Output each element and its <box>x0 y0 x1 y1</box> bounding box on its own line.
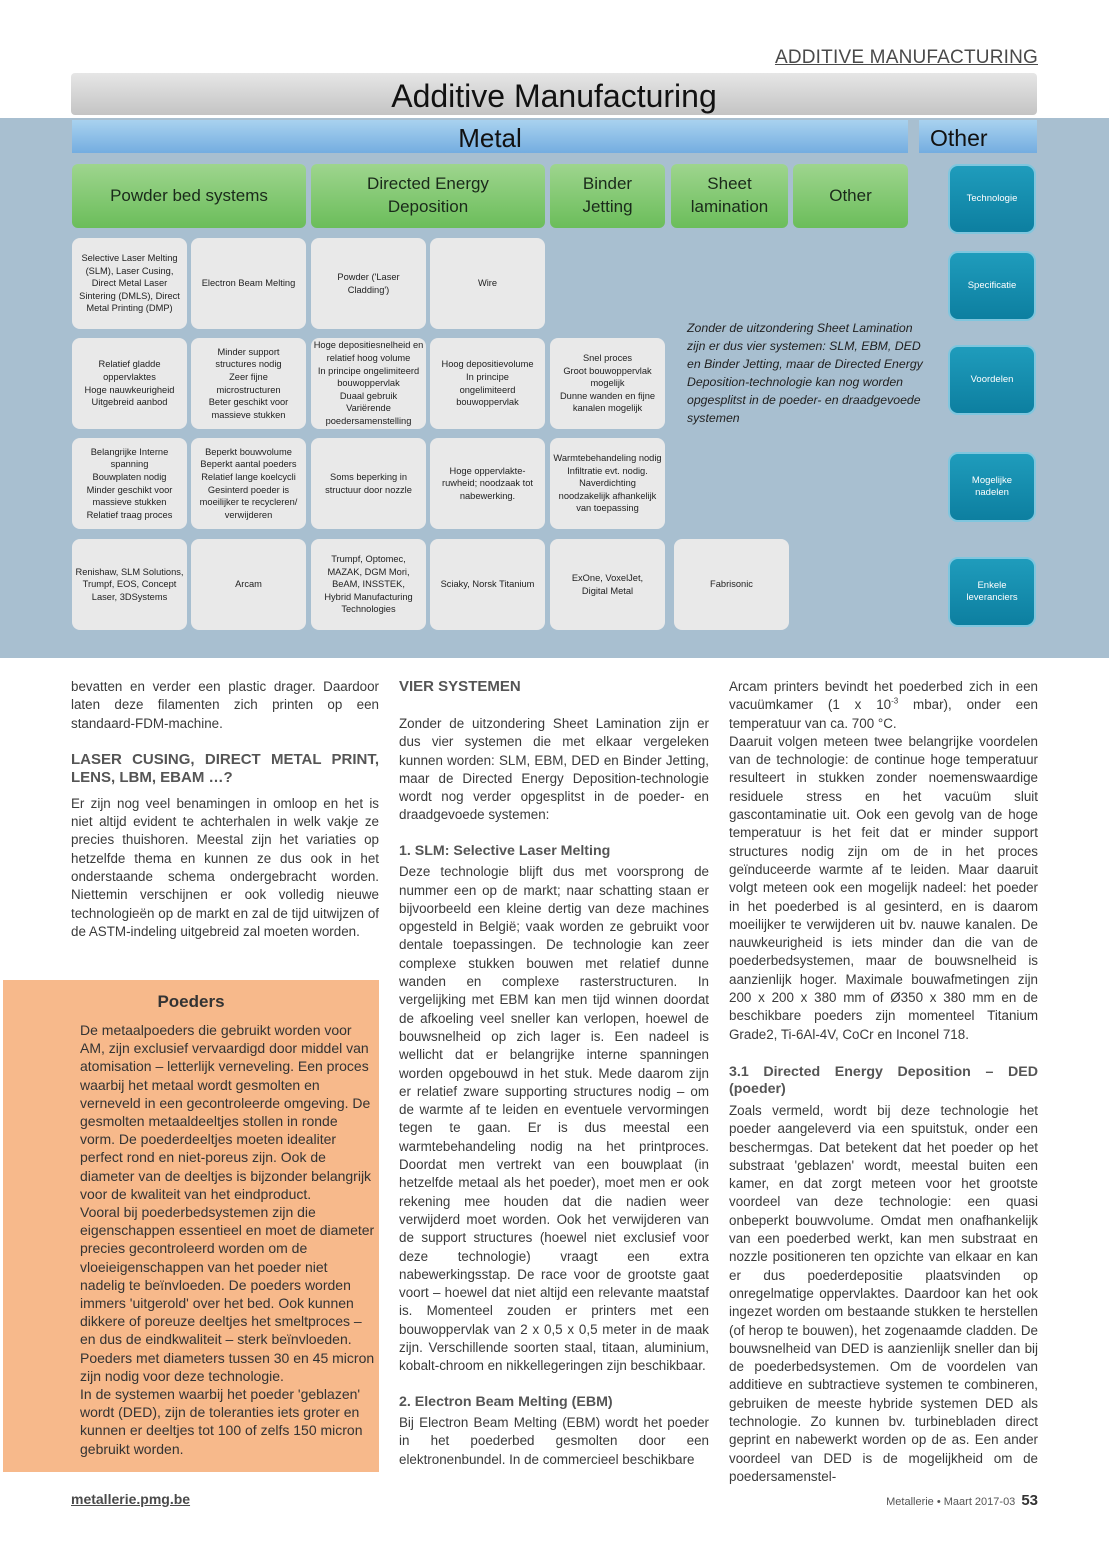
slm-body: Deze technologie blijft dus met voorsprong de nummer een op de markt; naar schatting staan er bijvoorbeeld een kleine dertig van deze machines opgesteld in België; vaak worden ze gebruikt voor dentale toepassingen. De technologie kan zeer complexe stukken bouwen met relatief dunne wanden en complexe rasterstructuren. In vergelijking met EBM kan men tijd winnen doordat de afkoeling veel sneller kan verlopen, hoewel de bouwsnelheid op zich lager is. Een nadeel is wellicht dat er belangrijke interne spanningen worden opgebouwd in het stuk. Mede daarom zijn er relatief zware supporting structures nodig – om de warmte af te leiden en eventuele vervormingen tegen te gaan. Er is dus meestal een warmtebehandeling nodig na het printproces. Doordat men vertrekt van een bouwplaat (in hetzelfde metaal als het poeder), moet men er ook rekening mee houden dat die nadien weer verwijderd moet worden. Ook het verwijderen van de support structures (hoewel niet exclusief voor deze technologie) vraagt een extra nabewerkingsstap. De race voor de grootste gaat voort – hoewel dat niet altijd een relevante maatstaf is. Momenteel zouden er printers met een bouwoppervlak van 2 x 0,5 x 0,5 meter in de maak zijn. Verschillende soorten staal, titaan, aluminium, kobalt-chroom en nikkellegeringen zijn beschikbaar. <box>399 864 709 1374</box>
col3-p2: Daaruit volgen meteen twee belangrijke voordelen van de technologie: de continue hoge temperatuur resulteert in stukken zonder noemenswaardige residuele stress en het vacuüm sluit gascontaminatie uit. Ook een gevolg van de hoge temperatuur is het feit dat er minder support structures nodig zijn om de in het proces geïnduceerde warmte af te leiden. Maar daaruit volgt meteen ook een mogelijk nadeel: het poeder in het poederbed is al gesinterd, en is daarom moeilijker te verwijderen uit bv. nauwe kanalen. De nauwkeurigheid is iets minder dan die van de poederbedsystemen, maar de bouwsnelheid is aanzienlijk hoger. Maximale bouwafmetingen zijn 200 x 200 x 380 mm of Ø350 x 380 mm en de beschikbare poeders zijn momenteel Titanium Grade2, Ti-6Al-4V, CoCr en Inconel 718. <box>729 733 1038 1042</box>
ded-heading: 3.1 Directed Energy Deposition – DED (poeder) <box>729 1063 1038 1098</box>
row-label-technologie: Technologie <box>948 164 1036 234</box>
section-label: ADDITIVE MANUFACTURING <box>774 47 1038 68</box>
category-sheet-lamination: Sheet lamination <box>671 164 788 228</box>
row-label-specificatie: Specificatie <box>948 251 1036 321</box>
supplier-cell: Sciaky, Norsk Titanium <box>430 539 545 630</box>
slm-heading: 1. SLM: Selective Laser Melting <box>399 842 611 859</box>
supplier-cell: Renishaw, SLM Solutions, Trumpf, EOS, Concept Laser, 3DSystems <box>72 539 187 630</box>
poeders-box <box>3 980 379 1472</box>
spec-cell: Hoge depositiesnelheid en relatief hoog volume In principe ongelimiteerd bouwoppervlak Duaal gebruik Variërende poedersamenstelling <box>311 338 426 429</box>
row-label-nadelen: Mogelijke nadelen <box>948 452 1036 522</box>
spec-cell: Minder support structures nodig Zeer fijne microstructuren Beter geschikt voor massieve stukken <box>191 338 306 429</box>
category-ded: Directed Energy Deposition <box>311 164 545 228</box>
tech-cell: Powder ('Laser Cladding') <box>311 238 426 329</box>
poeders-title: Poeders <box>157 992 225 1011</box>
cons-cell: Belangrijke Interne spanning Bouwplaten nodig Minder geschikt voor massieve stukken Relatief traag proces <box>72 438 187 529</box>
cons-cell: Beperkt bouwvolume Beperkt aantal poeders Relatief lange koelcycli Gesinterd poeder is moeilijker te recycleren/ verwijderen <box>191 438 306 529</box>
ebm-body: Bij Electron Beam Melting (EBM) wordt het poeder in het poederbed gesmolten door een elektronenbundel. In de commercieel beschikbare <box>399 1415 709 1467</box>
other-bar: Other <box>919 120 1037 153</box>
ebm-heading: 2. Electron Beam Melting (EBM) <box>399 1393 613 1410</box>
poeders-p2: Vooral bij poederbedsystemen zijn die eigenschappen essentieel en moet de diameter precies gecontroleerd worden om de vloeieigenschappen van het poeder niet nadelig te beïnvloeden. De poeders worden immers 'uitgerold' over het bed. Ook kunnen dikkere of poreuze deeltjes het smeltproces – en dus de eindkwaliteit – sterk beïnvloeden. Poeders met diameters tussen 30 en 45 micron zijn nodig voor deze technologie. <box>80 1204 375 1384</box>
diagram-title: Additive Manufacturing <box>71 73 1037 115</box>
spec-cell: Hoog depositievolume In principe ongelimiteerd bouwoppervlak <box>430 338 545 429</box>
page-number: 53 <box>1021 1492 1038 1509</box>
supplier-cell: Trumpf, Optomec, MAZAK, DGM Mori, BeAM, INSSTEK, Hybrid Manufacturing Technologies <box>311 539 426 630</box>
tech-cell: Electron Beam Melting <box>191 238 306 329</box>
footer-url[interactable]: metallerie.pmg.be <box>71 1491 191 1507</box>
col1-heading: LASER CUSING, DIRECT METAL PRINT, LENS, LBM, EBAM …? <box>71 750 379 786</box>
col1-body: Er zijn nog veel benamingen in omloop en het is niet altijd evident te achterhalen in welk vakje ze precies thuishoren. Meestal zijn het variaties op hetzelfde thema en kunnen ze dus ook in het onderstaande schema ondergebracht worden. Niettemin verschijnen er ook volledig nieuwe technologieën op de markt en zal de tijd uitwijzen of de ASTM-indeling uitgebreid zal moeten worden. <box>71 795 379 939</box>
ded-body: Zoals vermeld, wordt bij deze technologie het poeder aangeleverd via een spuitstuk, onder een beschermgas. Dat betekent dat het poeder op het substraat 'geblazen' wordt, meestal buiten een kamer, en dat zorgt meteen voor het grootste voordeel van deze technologie: een quasi onbeperkt bouwvolume. Omdat men onafhankelijk van een poederbed werkt, kan men substraat en nozzle positioneren ten opzichte van elkaar en kan er dus poederdepositie plaatsvinden op onregelmatige oppervlaktes. Daardoor kan het ook ingezet worden om bestaande stukken te herstellen (of herop te bouwen), het zogenaamde cladden. De bouwsnelheid van DED is aanzienlijk sneller dan bij de poederbedsystemen. Om de voordelen van additieve en subtractieve systemen te combineren, gebruiken de meeste hybride systemen DED als technologie. Zo kunnen bv. turbinebladen direct geprint en nabewerkt worden op de as. Een ander voordeel van DED is de mogelijkheid om de poedersamenstel- <box>729 1102 1038 1484</box>
poeders-p1: De metaalpoeders die gebruikt worden voor AM, zijn exclusief vervaardigd door middel van atomisation – letterlijk verneveling. Een proces waarbij het metaal wordt gesmolten en verneveld in een gecontroleerde omgeving. De gesmolten metaaldeeltjes stollen in ronde vorm. De poederdeeltjes moeten idealiter perfect rond en niet-poreus zijn. Ook de diameter van de deeltjes is bijzonder belangrijk voor de kwaliteit van het eindproduct. <box>80 1022 372 1202</box>
spec-cell: Snel proces Groot bouwoppervlak mogelijk Dunne wanden en fijne kanalen mogelijk <box>550 338 665 429</box>
footer-issue: Metallerie • Maart 2017-03 53 <box>886 1492 1038 1509</box>
cons-cell: Hoge oppervlakte-ruwheid; noodzaak tot nabewerking. <box>430 438 545 529</box>
category-powder-bed: Powder bed systems <box>72 164 306 228</box>
tech-cell: Selective Laser Melting (SLM), Laser Cusing, Direct Metal Laser Sintering (DMLS), Direct Metal Printing (DMP) <box>72 238 187 329</box>
poeders-p3: In de systemen waarbij het poeder 'geblazen' wordt (DED), zijn de toleranties iets groter en kunnen er deeltjes tot 100 of zelfs 150 micron gebruikt worden. <box>80 1386 363 1457</box>
spec-cell: Relatief gladde oppervlaktes Hoge nauwkeurigheid Uitgebreid aanbod <box>72 338 187 429</box>
cons-cell: Soms beperking in structuur door nozzle <box>311 438 426 529</box>
supplier-cell: Arcam <box>191 539 306 630</box>
diagram-note: Zonder de uitzondering Sheet Lamination zijn er dus vier systemen: SLM, EBM, DED en Binder Jetting, maar de Directed Energy Deposition-technologie kan nog worden opgesplitst in de poeder- en draadgevoede systemen <box>687 321 923 425</box>
col2-heading: VIER SYSTEMEN <box>399 678 521 695</box>
row-label-leveranciers: Enkele leveranciers <box>948 557 1036 627</box>
column-2 <box>399 678 709 1469</box>
supplier-cell: Fabrisonic <box>674 539 789 630</box>
col2-intro: Zonder de uitzondering Sheet Lamination zijn er dus vier systemen die met elkaar vergeleken kunnen worden: SLM, EBM, DED en Binder Jetting, maar de Directed Energy Deposition-technologie wordt nog verder opgesplitst in de poeder- en draadgevoede systemen: <box>399 716 709 823</box>
column-3 <box>729 678 1038 1486</box>
tech-cell: Wire <box>430 238 545 329</box>
category-other: Other <box>793 164 908 228</box>
row-label-voordelen: Voordelen <box>948 345 1036 415</box>
cons-cell: Warmtebehandeling nodig Infiltratie evt. nodig. Naverdichting noodzakelijk afhankelijk van toepassing <box>550 438 665 529</box>
category-binder-jetting: Binder Jetting <box>550 164 665 228</box>
col3-p1: Arcam printers bevindt het poederbed zich in een vacuümkamer (1 x $10^{-3}$ mbar), onder een temperatuur van ca. 700 °C. <box>729 679 1038 731</box>
metal-bar: Metal <box>72 120 908 153</box>
supplier-cell: ExOne, VoxelJet, Digital Metal <box>550 539 665 630</box>
column-1 <box>71 678 379 941</box>
col1-intro: bevatten en verder een plastic drager. Daardoor laten deze filamenten zich printen op een standaard-FDM-machine. <box>71 679 379 731</box>
